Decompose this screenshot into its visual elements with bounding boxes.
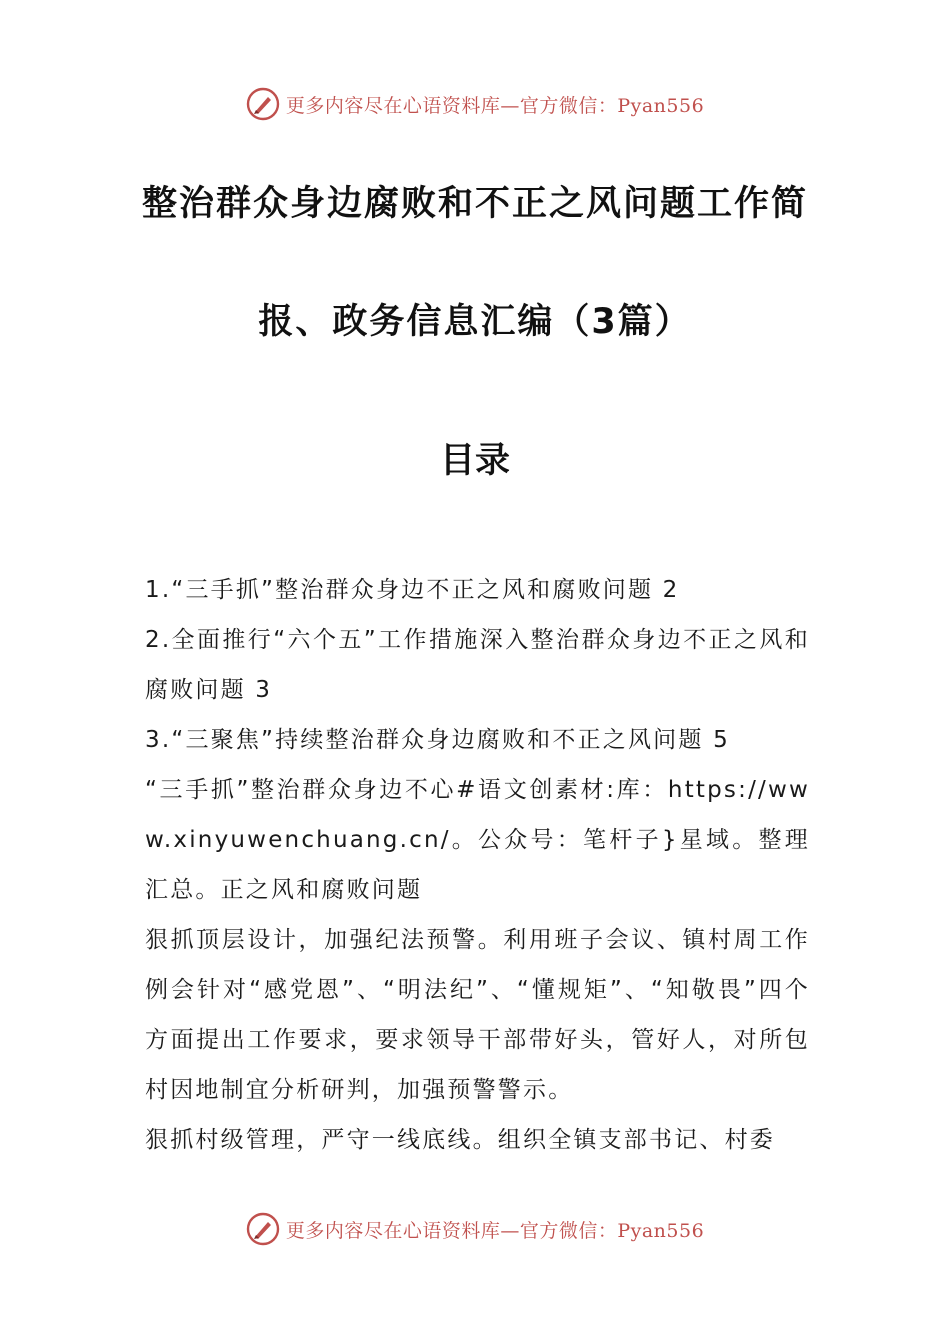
toc-item: 3.“三聚焦”持续整治群众身边腐败和不正之风问题 5: [145, 727, 730, 753]
footer-banner: [0, 1209, 950, 1249]
toc-item: 2.全面推行“六个五”工作措施深入整治群众身边不正之风和腐败问题 3: [145, 627, 810, 703]
banner-text: 更多内容尽在心语资料库—官方微信：Pyan556: [285, 94, 705, 117]
title-line-1: 整治群众身边腐败和不正之风问题工作简: [141, 184, 808, 224]
document-body: [145, 565, 810, 1165]
title-line-2: 报、政务信息汇编（3篇）: [258, 302, 692, 342]
toc-heading: 目录: [439, 441, 510, 481]
paragraph: “三手抓”整治群众身边不心#语文创素材:库：https://www.xinyuwenchuang.cn/。公众号：笔杆子}星域。整理汇总。正之风和腐败问题: [145, 777, 810, 903]
toc-item: 1.“三手抓”整治群众身边不正之风和腐败问题 2: [145, 577, 680, 603]
banner-text: 更多内容尽在心语资料库—官方微信：Pyan556: [285, 1219, 705, 1242]
pen-logo-icon: [246, 87, 280, 121]
pen-logo-icon: [246, 1212, 280, 1246]
paragraph: 狠抓村级管理，严守一线底线。组织全镇支部书记、村委: [145, 1127, 775, 1153]
paragraph: 狠抓顶层设计，加强纪法预警。利用班子会议、镇村周工作例会针对“感党恩”、“明法纪”、“懂规矩”、“知敬畏”四个方面提出工作要求，要求领导干部带好头，管好人，对所包村因地制宜分析研判，加强预警警示。: [145, 927, 810, 1103]
wechat-id: Pyan556: [617, 1219, 705, 1242]
header-banner: [0, 84, 950, 124]
wechat-id: Pyan556: [617, 94, 705, 117]
